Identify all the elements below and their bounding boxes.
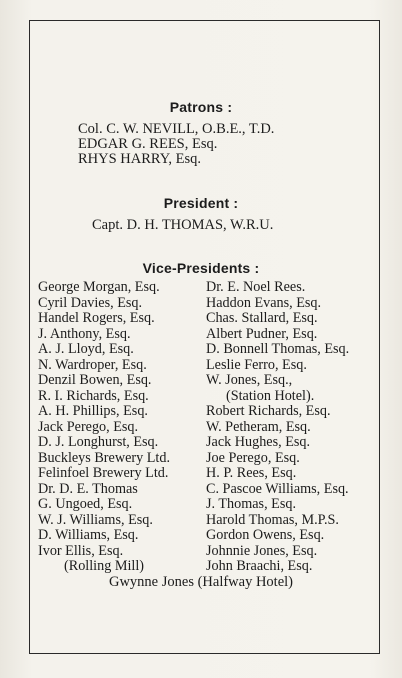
vice-president-name: John Braachi, Esq.	[206, 558, 313, 574]
president-heading: President :	[163, 195, 239, 211]
vice-president-note: (Rolling Mill)	[64, 558, 145, 574]
patrons-heading: Patrons :	[169, 99, 233, 115]
vice-president-name: Cyril Davies, Esq.	[38, 294, 143, 311]
vice-president-name: Chas. Stallard, Esq.	[206, 310, 318, 326]
vice-president-name: Albert Pudner, Esq.	[206, 325, 318, 342]
patron-name: RHYS HARRY, Esq.	[78, 151, 202, 167]
vice-president-name: Denzil Bowen, Esq.	[38, 372, 152, 388]
vice-president-name: J. Anthony, Esq.	[38, 325, 131, 342]
vice-president-name: Felinfoel Brewery Ltd.	[38, 465, 169, 481]
vice-president-name: Gordon Owens, Esq.	[206, 527, 325, 543]
vice-president-name: J. Thomas, Esq.	[206, 496, 296, 512]
vice-president-name: Jack Hughes, Esq.	[206, 434, 311, 450]
patron-name: Col. C. W. NEVILL, O.B.E., T.D.	[78, 121, 275, 137]
president-name: Capt. D. H. THOMAS, W.R.U.	[92, 217, 274, 233]
vice-president-name: Buckleys Brewery Ltd.	[38, 449, 170, 466]
vice-president-name: A. H. Phillips, Esq.	[38, 403, 148, 419]
vice-president-name: G. Ungoed, Esq.	[38, 496, 133, 512]
vice-president-name: Dr. D. E. Thomas	[38, 480, 138, 497]
vice-president-name: W. Jones, Esq.,	[206, 372, 293, 388]
vice-president-note: (Station Hotel).	[226, 387, 315, 404]
vice-president-name: Handel Rogers, Esq.	[38, 310, 155, 326]
vice-presidents-heading: Vice-Presidents :	[142, 260, 260, 276]
vice-president-name: Leslie Ferro, Esq.	[206, 356, 307, 373]
vice-president-name: D. Williams, Esq.	[38, 527, 139, 543]
vice-president-name: Joe Perego, Esq.	[206, 449, 300, 466]
vice-president-name: Dr. E. Noel Rees.	[206, 279, 306, 295]
vice-president-name: C. Pascoe Williams, Esq.	[206, 480, 349, 497]
vice-president-name: D. J. Longhurst, Esq.	[38, 434, 159, 450]
vice-presidents-left-column	[38, 280, 170, 575]
vice-president-name: Robert Richards, Esq.	[206, 403, 331, 419]
vice-president-name: W. J. Williams, Esq.	[38, 511, 153, 528]
vice-president-name: Johnnie Jones, Esq.	[206, 542, 318, 559]
vice-presidents-footer: Gwynne Jones (Halfway Hotel)	[108, 574, 294, 590]
vice-president-name: N. Wardroper, Esq.	[38, 356, 147, 373]
vice-president-name: George Morgan, Esq.	[38, 279, 160, 295]
vice-president-name: Harold Thomas, M.P.S.	[206, 511, 339, 528]
patron-name: EDGAR G. REES, Esq.	[78, 136, 218, 152]
vice-presidents-right-column	[206, 280, 349, 575]
vice-president-name: H. P. Rees, Esq.	[206, 465, 297, 481]
vice-president-name: A. J. Lloyd, Esq.	[38, 341, 134, 357]
vice-president-name: Haddon Evans, Esq.	[206, 294, 322, 311]
vice-president-name: W. Petheram, Esq.	[206, 418, 311, 435]
vice-president-name: R. I. Richards, Esq.	[38, 387, 149, 404]
vice-president-name: D. Bonnell Thomas, Esq.	[206, 341, 350, 357]
vice-president-name: Ivor Ellis, Esq.	[38, 542, 124, 559]
vice-president-name: Jack Perego, Esq.	[38, 418, 139, 435]
